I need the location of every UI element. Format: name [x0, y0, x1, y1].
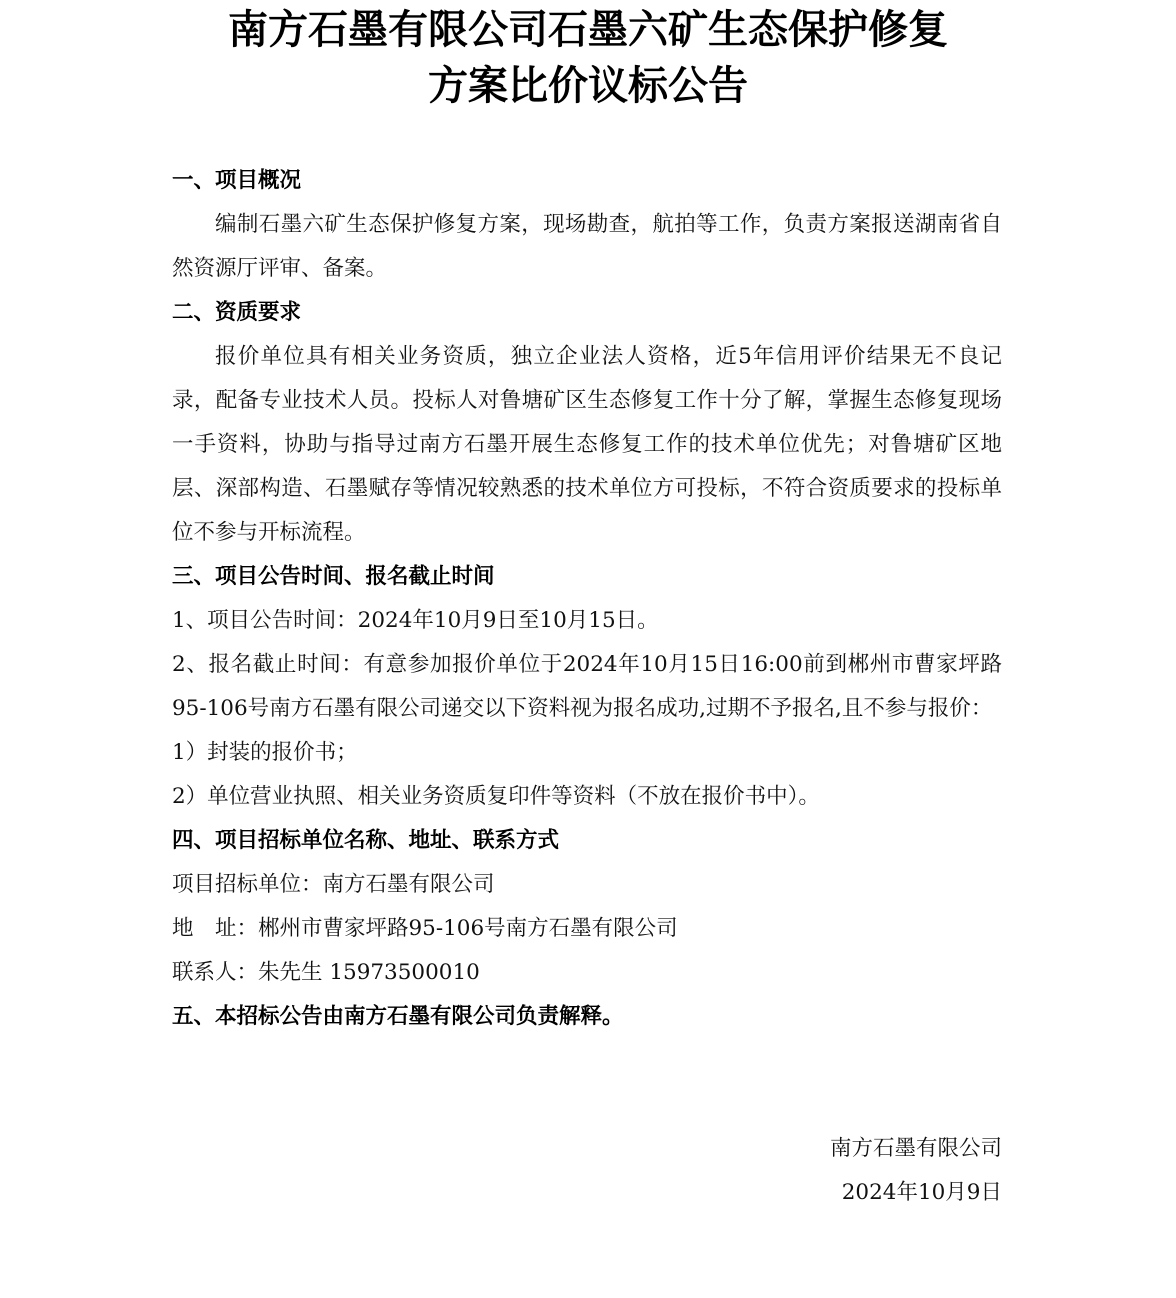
section-5-heading: 五、本招标公告由南方石墨有限公司负责解释。	[172, 1004, 624, 1029]
section-3-heading: 三、项目公告时间、报名截止时间	[172, 564, 495, 589]
title-line-1: 南方石墨有限公司石墨六矿生态保护修复	[228, 7, 948, 53]
signature-date: 2024年10月9日	[841, 1180, 1002, 1205]
section-1-paragraph: 编制石墨六矿生态保护修复方案，现场勘查，航拍等工作，负责方案报送湖南省自然资源厅评审、备案。	[172, 212, 1002, 281]
signature-company: 南方石墨有限公司	[829, 1136, 1002, 1161]
announcement-period: 1、项目公告时间：2024年10月9日至10月15日。	[172, 608, 659, 633]
tendering-unit: 项目招标单位：南方石墨有限公司	[172, 872, 495, 897]
required-document-2: 2）单位营业执照、相关业务资质复印件等资料（不放在报价书中）。	[172, 784, 820, 809]
tendering-address: 地 址：郴州市曹家坪路95-106号南方石墨有限公司	[172, 916, 678, 941]
section-2-paragraph: 报价单位具有相关业务资质，独立企业法人资格，近5年信用评价结果无不良记录，配备专业技术人员。投标人对鲁塘矿区生态修复工作十分了解，掌握生态修复现场一手资料，协助与指导过南方石墨开展生态修复工作的技术单位优先；对鲁塘矿区地层、深部构造、石墨赋存等情况较熟悉的技术单位方可投标，不符合资质要求的投标单位不参与开标流程。	[172, 344, 1002, 545]
required-document-1: 1）封装的报价书；	[172, 740, 358, 765]
contact-person: 联系人：朱先生 15973500010	[172, 960, 480, 985]
registration-deadline: 2、报名截止时间：有意参加报价单位于2024年10月15日16:00前到郴州市曹家坪路95-106号南方石墨有限公司递交以下资料视为报名成功,过期不予报名,且不参与报价：	[172, 652, 1002, 721]
signature-block	[830, 1127, 1002, 1215]
section-1-heading: 一、项目概况	[172, 168, 302, 193]
document-title	[0, 2, 1176, 114]
section-4-heading: 四、项目招标单位名称、地址、联系方式	[172, 828, 560, 853]
title-line-2: 方案比价议标公告	[428, 63, 748, 109]
document-body	[172, 159, 1002, 1039]
section-2-heading: 二、资质要求	[172, 300, 302, 325]
